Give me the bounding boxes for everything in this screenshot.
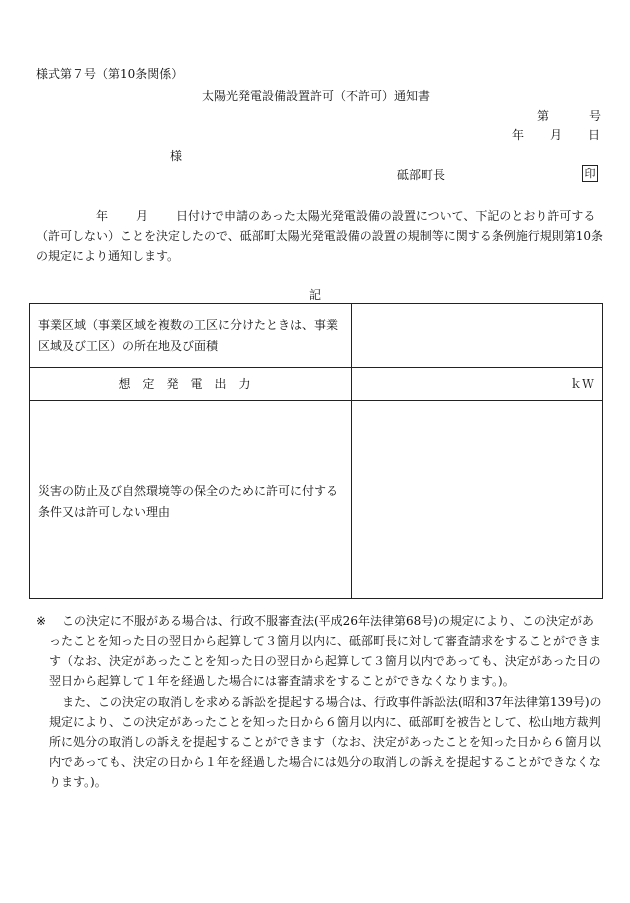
issue-date-line [512,127,600,143]
table-row [30,304,602,368]
body-year-label: 年 [96,209,109,223]
table-label-cell [30,368,352,400]
number-label-go: 号 [589,109,602,123]
date-day-label: 日 [588,128,601,142]
body-text: 日付けで申請のあった太陽光発電設備の設置について、下記のとおり許可する（許可しない）ことを決定したので、砥部町太陽光発電設備の設置の規制等に関する条例施行規則第10条の規定により通知します。 [36,209,604,263]
document-title: 太陽光発電設備設置許可（不許可）通知書 [202,89,431,103]
appeal-note-paragraph: この決定に不服がある場合は、行政不服審査法(平成26年法律第68号)の規定により、この決定があったことを知った日の翌日から起算して３箇月以内に、砥部町長に対して審査請求をすることができます（なお、決定があったことを知った日の翌日から起算して３箇月以内であっても、決定があった日の翌日から起算して１年を経過した場合には審査請求をすることができなくなります。)。 [49,614,602,688]
note-mark: ※ [36,614,47,628]
date-month-label: 月 [550,128,563,142]
table-value-cell [352,401,602,598]
ki-heading: 記 [309,288,322,302]
table-row [30,401,602,598]
lawsuit-note-paragraph: また、この決定の取消しを求める訴訟を提起する場合は、行政事件訴訟法(昭和37年法律第139号)の規定により、この決定があったことを知った日から６箇月以内に、砥部町を被告として、松山地方裁判所に処分の取消しの訴えを提起することができます（なお、決定があったことを知った日から６箇月以内であっても、決定の日から１年を経過した場合には処分の取消しの訴えを提起することができなくなります。)。 [49,695,602,789]
table-label-cell [30,304,352,367]
output-unit-kw: ｋＷ [569,377,594,391]
table-label-cell [30,401,352,598]
seal-mark: 印 [582,165,598,182]
date-year-label: 年 [512,128,525,142]
body-month-label: 月 [136,209,149,223]
sender-name: 砥部町長 [397,168,446,182]
form-number: 様式第７号（第10条関係） [36,67,184,81]
conditions-label: 災害の防止及び自然環境等の保全のために許可に付する条件又は許可しない理由 [38,484,339,519]
addressee-suffix: 様 [170,149,183,163]
table-value-cell [352,304,602,367]
table-value-cell [352,368,602,400]
application-details-table [29,303,603,599]
number-label-dai: 第 [537,109,550,123]
estimated-output-label: 想定発電出力 [118,377,263,391]
project-area-label: 事業区域（事業区域を複数の工区に分けたときは、事業区域及び工区）の所在地及び面積 [38,318,339,353]
document-number-line [537,108,601,124]
body-paragraph [36,206,604,266]
table-row [30,368,602,401]
